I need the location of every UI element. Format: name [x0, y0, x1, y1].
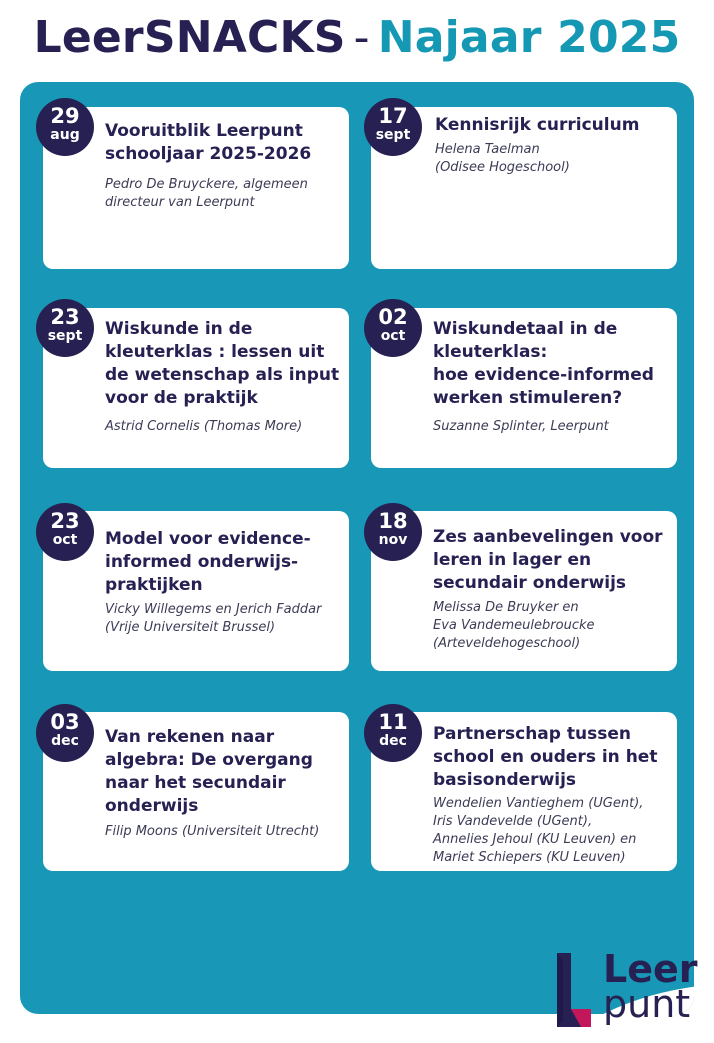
session-title: Wiskunde in de kleuterklas : lessen uit de wetenschap als input voor de praktijk	[105, 319, 340, 408]
session-title: Wiskundetaal in de kleuterklas: hoe evidence-informed werken stimuleren?	[433, 319, 654, 408]
date-month: sept	[47, 328, 83, 344]
date-month: dec	[379, 733, 407, 749]
date-day: 03	[50, 710, 80, 734]
session-speaker: Filip Moons (Universiteit Utrecht)	[105, 824, 320, 839]
date-month: sept	[375, 127, 411, 143]
date-badge	[364, 503, 422, 561]
date-badge	[36, 98, 94, 156]
date-day: 11	[378, 710, 408, 734]
session-speaker: Suzanne Splinter, Leerpunt	[433, 419, 609, 434]
date-day: 23	[50, 305, 80, 329]
date-month: aug	[50, 127, 80, 143]
title-separator: -	[353, 12, 370, 63]
session-speaker: Vicky Willegems en Jerich Faddar (Vrije Universiteit Brussel)	[105, 602, 322, 635]
session-title: Zes aanbevelingen voor leren in lager en secundair onderwijs	[433, 527, 663, 593]
session-title: Kennisrijk curriculum	[435, 115, 640, 135]
session-title: Van rekenen naar algebra: De overgang naar het secundair onderwijs	[105, 727, 313, 816]
date-month: dec	[51, 733, 79, 749]
logo-text-leer: Leer	[603, 947, 698, 991]
date-badge	[36, 503, 94, 561]
date-badge	[36, 704, 94, 762]
logo-text-punt: punt	[603, 982, 691, 1026]
date-badge	[364, 299, 422, 357]
date-day: 18	[378, 509, 408, 533]
date-day: 29	[50, 104, 80, 128]
date-badge	[36, 299, 94, 357]
date-badge	[364, 704, 422, 762]
date-badge	[364, 98, 422, 156]
date-day: 23	[50, 509, 80, 533]
session-speaker: Melissa De Bruyker en Eva Vandemeulebroucke (Arteveldehogeschool)	[433, 600, 595, 651]
date-month: oct	[52, 532, 78, 548]
session-speaker: Wendelien Vantieghem (UGent), Iris Vandevelde (UGent), Annelies Jehoul (KU Leuven) en Mariet Schiepers (KU Leuven)	[433, 796, 644, 865]
title-leersnacks: LeerSNACKS	[33, 12, 346, 63]
date-day: 17	[378, 104, 408, 128]
session-speaker: Helena Taelman (Odisee Hogeschool)	[435, 142, 570, 175]
leerpunt-logo-icon	[551, 951, 599, 1031]
session-title: Vooruitblik Leerpunt schooljaar 2025-2026	[105, 121, 312, 164]
session-speaker: Astrid Cornelis (Thomas More)	[105, 419, 303, 434]
date-day: 02	[378, 305, 408, 329]
title-season: Najaar 2025	[377, 12, 681, 63]
session-speaker: Pedro De Bruyckere, algemeen directeur van Leerpunt	[105, 177, 308, 210]
date-month: nov	[378, 532, 408, 548]
page-title	[0, 8, 714, 68]
date-month: oct	[380, 328, 406, 344]
session-title: Model voor evidence- informed onderwijs- praktijken	[105, 529, 311, 595]
session-title: Partnerschap tussen school en ouders in het basisonderwijs	[433, 724, 658, 790]
